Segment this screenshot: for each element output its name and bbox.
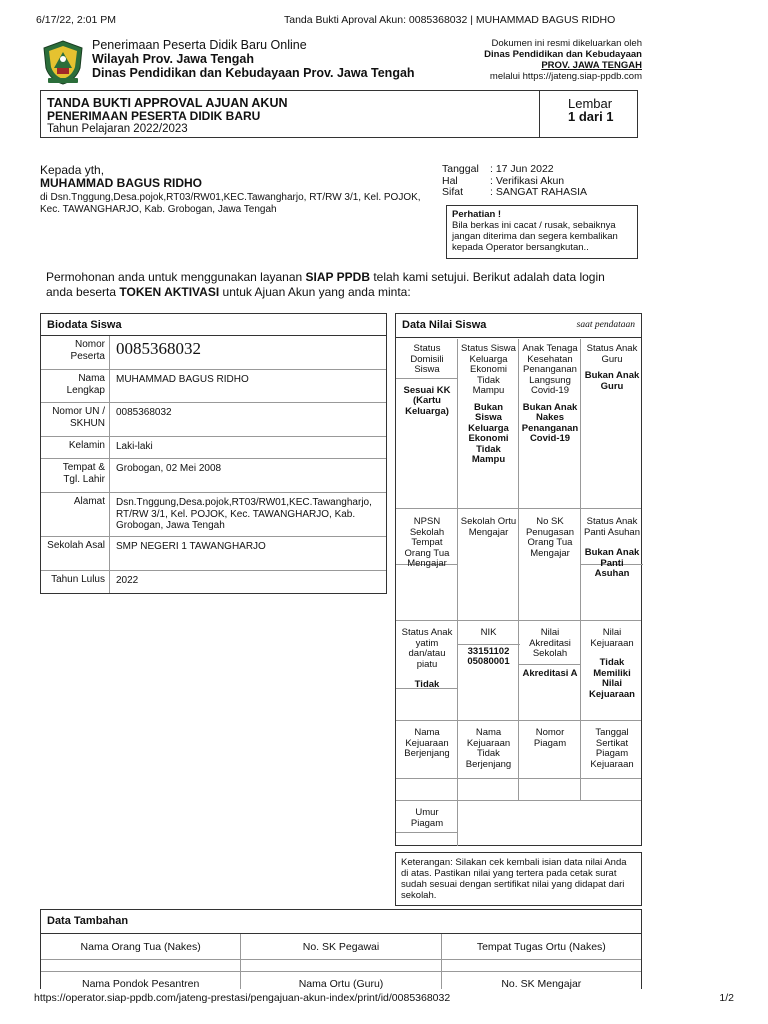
cell-caption: Nilai Akreditasi Sekolah <box>529 627 571 659</box>
bio-key: Nama Lengkap <box>41 370 110 402</box>
organization-block <box>92 38 452 80</box>
additional-cell <box>241 960 441 971</box>
remarks-box: Keterangan: Silakan cek kembali isian data nilai Anda di atas. Pastikan nilai yang tertera pada cetak surat sudah sesuai dengan sertifikat nilai yang didapat dari sekolah. <box>395 852 642 906</box>
print-datetime: 6/17/22, 2:01 PM <box>36 14 116 26</box>
bio-key: Kelamin <box>41 437 110 458</box>
bio-value: 0085368032 <box>116 339 201 358</box>
cell-caption: Anak Tenaga Kesehatan Penanganan Langsung Covid-19 <box>522 343 578 396</box>
intro-bold-service: SIAP PPDB <box>305 270 370 284</box>
cell-caption: Nama Kejuaraan Tidak Berjenjang <box>465 727 512 770</box>
title-box <box>40 90 638 138</box>
addressee <box>40 164 440 216</box>
issuer-block <box>442 38 642 82</box>
nilai-cell-certificate-date <box>581 726 643 772</box>
sheet-box <box>539 91 637 137</box>
meta-row-date <box>442 164 642 176</box>
additional-header-row <box>41 934 641 960</box>
cell-caption: Status Anak Panti Asuhan <box>584 516 640 538</box>
org-line-3: Dinas Pendidikan dan Kebudayaan Prov. Jawa Tengah <box>92 66 415 80</box>
bio-value: 2022 <box>116 575 139 586</box>
addressee-label: Kepada yth, <box>40 163 105 177</box>
nilai-cell-orphanage <box>581 515 643 582</box>
print-header <box>36 14 734 28</box>
meta-row-nature <box>442 187 642 199</box>
additional-cell <box>41 960 241 971</box>
additional-col-header: Nama Ortu (Guru) <box>241 972 441 989</box>
nilai-cell-npsn <box>396 515 458 578</box>
bio-row-school <box>41 537 386 571</box>
additional-col-header: No. SK Pegawai <box>241 934 441 959</box>
intro-text: Permohonan anda untuk menggunakan layanan <box>46 270 306 284</box>
cell-caption: Status Domisili Siswa <box>410 343 444 375</box>
cell-value: 3315110205080001 <box>467 645 510 667</box>
nilai-panel <box>395 313 642 846</box>
document-title: TANDA BUKTI APPROVAL AJUAN AKUN <box>47 96 288 110</box>
bio-value: Laki-laki <box>116 441 153 452</box>
cell-value: Bukan Anak Nakes Penanganan Covid-19 <box>521 401 579 444</box>
bio-row-graduation-year <box>41 571 386 593</box>
additional-value-row <box>41 960 641 972</box>
intro-paragraph <box>46 270 626 300</box>
cell-caption: Nama Kejuaraan Berjenjang <box>404 727 450 759</box>
org-line-1: Penerimaan Peserta Didik Baru Online <box>92 38 307 52</box>
nilai-cell-championship-score <box>581 626 643 702</box>
nilai-cell-certificate-number <box>519 726 581 751</box>
bio-key: Nomor Peserta <box>41 336 110 369</box>
additional-data-heading: Data Tambahan <box>41 910 641 934</box>
print-footer <box>34 992 734 1006</box>
nilai-heading <box>396 314 641 338</box>
nilai-cell-untiered-championship <box>458 726 519 772</box>
nilai-cell-parent-school <box>458 515 519 546</box>
academic-year: Tahun Pelajaran 2022/2023 <box>47 123 188 135</box>
additional-cell <box>442 960 641 971</box>
print-doc-title: Tanda Bukti Aproval Akun: 0085368032 | MUHAMMAD BAGUS RIDHO <box>284 14 616 26</box>
bio-row-gender <box>41 437 386 459</box>
bio-key: Tahun Lulus <box>41 571 110 593</box>
meta-value: : Verifikasi Akun <box>490 174 565 187</box>
bio-key: Tempat & Tgl. Lahir <box>41 459 110 492</box>
cell-caption: Umur Piagam <box>410 807 444 829</box>
meta-key: Tanggal <box>442 163 479 175</box>
addressee-name: MUHAMMAD BAGUS RIDHO <box>40 176 202 190</box>
bio-row-address <box>41 493 386 537</box>
nilai-cell-nik <box>458 626 519 670</box>
bio-value: SMP NEGERI 1 TAWANGHARJO <box>116 541 266 552</box>
biodata-heading: Biodata Siswa <box>41 314 386 336</box>
meta-value: : 17 Jun 2022 <box>490 163 554 175</box>
sheet-value: 1 dari 1 <box>568 109 614 124</box>
sheet-label: Lembar <box>568 96 613 111</box>
meta-key: Sifat <box>442 186 464 198</box>
cell-caption: NPSN Sekolah Tempat Orang Tua Mengajar <box>404 516 450 569</box>
issuer-line-1: Dokumen ini resmi dikeluarkan oleh <box>491 38 642 49</box>
nilai-cell-teacher-child <box>581 342 643 394</box>
cell-value: Bukan Anak Guru <box>584 370 640 392</box>
nilai-cell-economy <box>458 342 519 468</box>
cell-caption: Nomor Piagam <box>533 727 567 749</box>
cell-value: Akreditasi A <box>522 667 578 679</box>
additional-header-row <box>41 972 641 989</box>
nilai-cell-domicile <box>396 342 458 419</box>
cell-value: Bukan Siswa Keluarga Ekonomi Tidak Mampu <box>468 401 509 465</box>
bio-key: Alamat <box>41 493 110 536</box>
bio-row-participant-number <box>41 336 386 370</box>
nilai-heading-text: Data Nilai Siswa <box>402 319 487 331</box>
cell-value: Sesuai KK (Kartu Keluarga) <box>403 384 451 417</box>
cell-caption: Sekolah Ortu Mengajar <box>460 516 517 538</box>
grid-line <box>396 778 641 779</box>
additional-col-header: Nama Pondok Pesantren <box>41 972 241 989</box>
central-java-emblem-icon <box>40 38 86 86</box>
nilai-cell-orphan <box>396 626 458 693</box>
cell-caption: Nilai Kejuaraan <box>590 627 634 649</box>
cell-caption: Status Anak Guru <box>586 343 638 365</box>
cell-caption: NIK <box>480 627 497 638</box>
nilai-note: saat pendataan <box>576 320 635 330</box>
nilai-cell-accreditation <box>519 626 581 681</box>
bio-value: Dsn.Tnggung,Desa.pojok,RT03/RW01,KEC.Tawangharjo, RT/RW 3/1, Kel. POJOK, Kec. TAWANGHARJO, Kab. Grobogan, Jawa Tengah <box>116 497 372 531</box>
additional-col-header: No. SK Mengajar <box>501 978 582 989</box>
cell-caption: Status Anak yatim dan/atau piatu <box>401 627 453 670</box>
additional-col-header: Nama Orang Tua (Nakes) <box>41 934 241 959</box>
nilai-cell-nakes <box>519 342 581 447</box>
nilai-cell-certificate-age <box>396 806 458 831</box>
issuer-line-2: Dinas Pendidikan dan Kebudayaan <box>484 49 642 60</box>
intro-text: telah kami setujui. Berikut adalah data login anda beserta <box>46 270 605 299</box>
meta-value: : SANGAT RAHASIA <box>490 186 588 198</box>
cell-caption: Status Siswa Keluarga Ekonomi Tidak Mampu <box>461 343 516 396</box>
cell-value: Bukan Anak Panti Asuhan <box>584 547 640 579</box>
bio-row-birth <box>41 459 386 493</box>
print-page-number: 1/2 <box>719 992 734 1004</box>
bio-row-un-number <box>41 403 386 437</box>
bio-value: 0085368032 <box>116 407 172 418</box>
additional-col-header: Tempat Tugas Ortu (Nakes) <box>476 941 606 953</box>
notice-text: Bila berkas ini cacat / rusak, sebaiknya jangan diterima dan segera kembalikan kepada Operator bersangkutan.. <box>452 220 618 253</box>
letter-meta <box>442 164 642 199</box>
grid-line <box>396 800 641 801</box>
addressee-address: di Dsn.Tnggung,Desa.pojok,RT03/RW01,KEC.Tawangharjo, RT/RW 3/1, Kel. POJOK, Kec. TAWANGHARJO, Kab. Grobogan, Jawa Tengah <box>40 192 421 215</box>
org-line-2: Wilayah Prov. Jawa Tengah <box>92 52 254 66</box>
notice-box <box>446 205 638 259</box>
nilai-cell-sk-number <box>519 515 581 567</box>
bio-value: MUHAMMAD BAGUS RIDHO <box>116 374 249 385</box>
grid-line <box>396 620 641 621</box>
document-subtitle: PENERIMAAN PESERTA DIDIK BARU <box>47 109 261 123</box>
print-url: https://operator.siap-ppdb.com/jateng-prestasi/pengajuan-akun-index/print/id/0085368032 <box>34 992 451 1004</box>
grid-line <box>396 832 458 833</box>
issuer-line-4: melalui https://jateng.siap-ppdb.com <box>489 71 642 82</box>
intro-bold-token: TOKEN AKTIVASI <box>119 285 220 299</box>
additional-data-panel <box>40 909 642 989</box>
grid-line <box>396 508 641 509</box>
nilai-cell-tiered-championship <box>396 726 458 762</box>
cell-value: Tidak Memiliki Nilai Kejuaraan <box>589 657 635 700</box>
bio-key: Sekolah Asal <box>41 537 110 570</box>
cell-caption: No SK Penugasan Orang Tua Mengajar <box>525 516 575 559</box>
bio-value: Grobogan, 02 Mei 2008 <box>116 463 222 474</box>
notice-title: Perhatian ! <box>452 209 502 220</box>
biodata-panel <box>40 313 387 594</box>
issuer-line-3: PROV. JAWA TENGAH <box>541 60 642 71</box>
grid-line <box>396 720 641 721</box>
bio-key: Nomor UN / SKHUN <box>41 403 110 436</box>
intro-text: untuk Ajuan Akun yang anda minta: <box>219 285 411 299</box>
cell-value: Tidak <box>414 679 440 690</box>
meta-key: Hal <box>442 174 458 187</box>
cell-caption: Tanggal Sertikat Piagam Kejuaraan <box>590 727 634 770</box>
bio-row-full-name <box>41 370 386 403</box>
